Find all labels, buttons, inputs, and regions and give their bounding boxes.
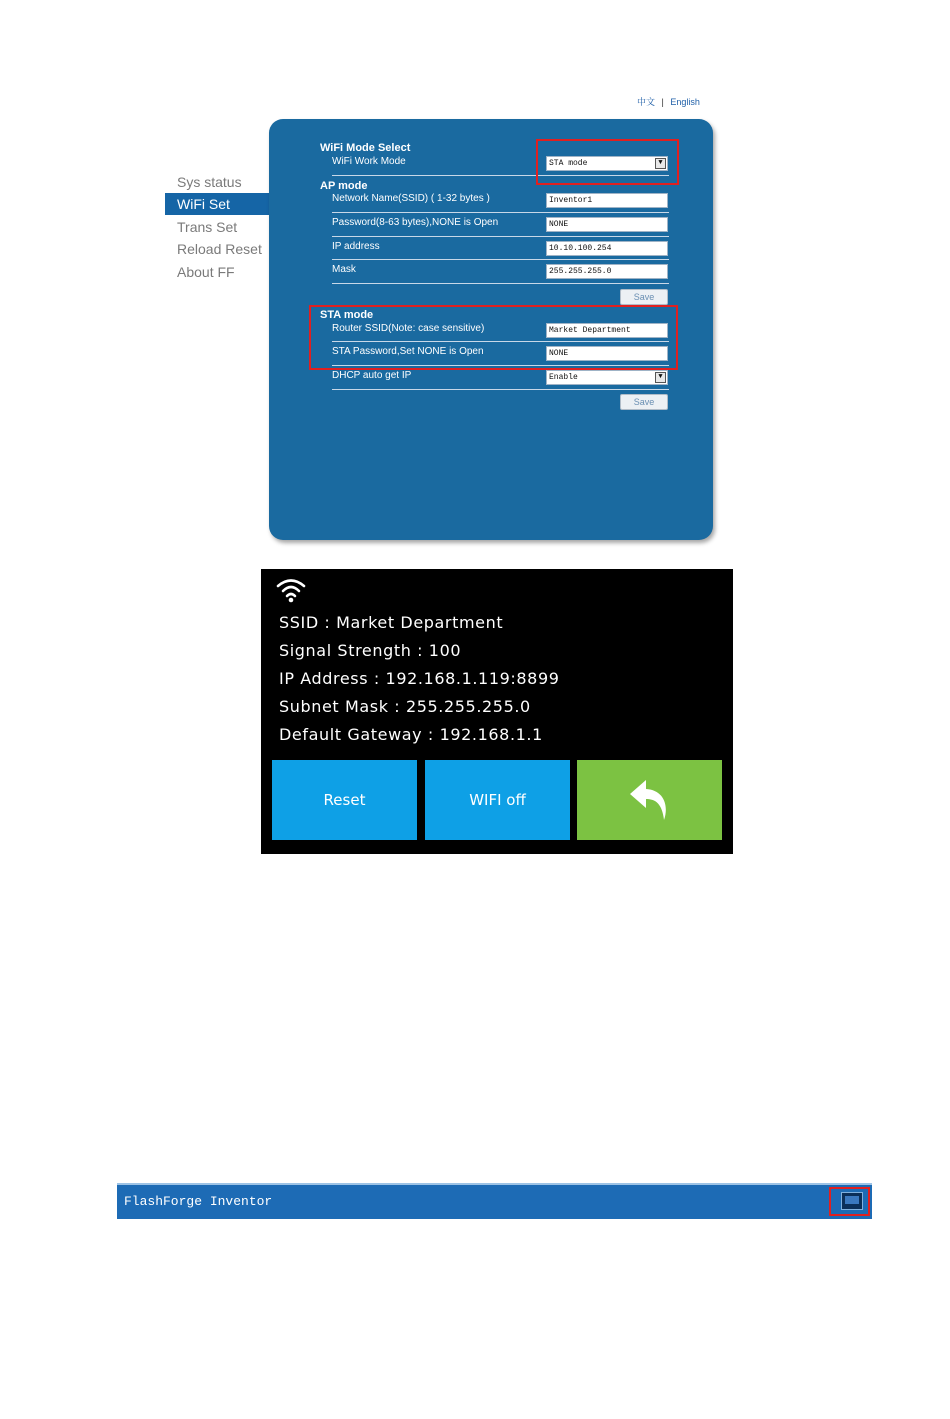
- sidebar-item-wifi-set[interactable]: WiFi Set: [165, 193, 270, 215]
- wifi-work-mode-label: WiFi Work Mode: [332, 156, 406, 167]
- screen-ssid: SSID : Market Department: [279, 613, 504, 632]
- app-title: FlashForge Inventor: [124, 1194, 273, 1209]
- sidebar-item-sys-status[interactable]: Sys status: [177, 174, 242, 190]
- language-switch: [635, 95, 702, 108]
- screen-subnet-mask: Subnet Mask : 255.255.255.0: [279, 697, 531, 716]
- back-arrow-icon: [626, 776, 674, 824]
- lang-chinese-link[interactable]: 中文: [637, 97, 656, 107]
- sta-password-input[interactable]: NONE: [546, 346, 668, 361]
- screen-back-button[interactable]: [577, 760, 722, 840]
- divider: [332, 283, 669, 284]
- sidebar-item-reload-reset[interactable]: Reload Reset: [177, 241, 262, 257]
- divider: [332, 236, 669, 237]
- ap-mask-label: Mask: [332, 264, 356, 275]
- lang-english-link[interactable]: English: [670, 97, 700, 107]
- sta-ssid-label: Router SSID(Note: case sensitive): [332, 323, 485, 334]
- screen-wifi-off-button[interactable]: WIFI off: [425, 760, 570, 840]
- sta-ssid-input[interactable]: Market Department: [546, 323, 668, 338]
- ap-ip-input[interactable]: 10.10.100.254: [546, 241, 668, 256]
- wifi-work-mode-value: STA mode: [549, 159, 588, 168]
- ap-ip-label: IP address: [332, 241, 380, 252]
- divider: [332, 389, 669, 390]
- wifi-icon: [276, 577, 306, 603]
- ap-mask-input[interactable]: 255.255.255.0: [546, 264, 668, 279]
- chevron-down-icon: ▼: [655, 372, 666, 383]
- wifi-mode-select-title: WiFi Mode Select: [320, 142, 411, 154]
- highlight-box-work-mode: [536, 139, 679, 185]
- ap-password-input[interactable]: NONE: [546, 217, 668, 232]
- ap-save-button[interactable]: Save: [620, 289, 668, 305]
- dhcp-label: DHCP auto get IP: [332, 370, 412, 381]
- highlight-box-sta-mode: [309, 305, 678, 370]
- sta-mode-title: STA mode: [320, 309, 374, 321]
- ap-ssid-input[interactable]: Inventor1: [546, 193, 668, 208]
- sidebar-item-about-ff[interactable]: About FF: [177, 264, 235, 280]
- sta-save-button[interactable]: Save: [620, 394, 668, 410]
- screen-reset-button[interactable]: Reset: [272, 760, 417, 840]
- sidebar-item-trans-set[interactable]: Trans Set: [177, 219, 238, 235]
- ap-ssid-label: Network Name(SSID) ( 1-32 bytes ): [332, 193, 490, 204]
- chevron-down-icon: ▼: [655, 158, 666, 169]
- ap-mode-title: AP mode: [320, 180, 368, 192]
- dhcp-value: Enable: [549, 373, 578, 382]
- screen-ip-address: IP Address : 192.168.1.119:8899: [279, 669, 560, 688]
- sta-password-label: STA Password,Set NONE is Open: [332, 346, 484, 357]
- lang-separator: |: [661, 97, 664, 107]
- divider: [332, 259, 669, 260]
- ap-password-label: Password(8-63 bytes),NONE is Open: [332, 217, 499, 228]
- divider: [332, 212, 669, 213]
- highlight-box-status-icon: [829, 1187, 870, 1216]
- dhcp-select[interactable]: [546, 370, 668, 385]
- screen-signal-strength: Signal Strength : 100: [279, 641, 462, 660]
- screen-default-gateway: Default Gateway : 192.168.1.1: [279, 725, 543, 744]
